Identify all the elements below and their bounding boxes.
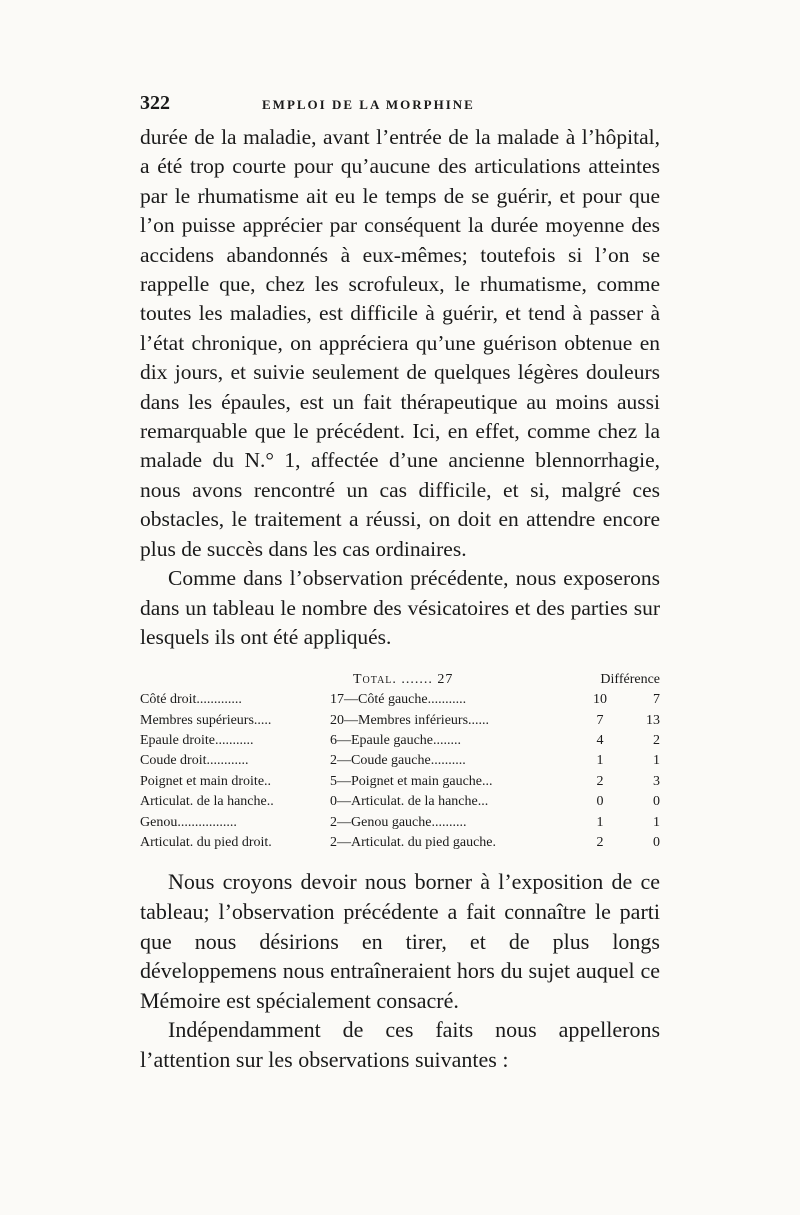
left-count: 0 bbox=[596, 794, 604, 810]
bottom-text bbox=[140, 867, 660, 1074]
table-row bbox=[140, 690, 660, 710]
difference-value: 7 bbox=[653, 692, 660, 708]
left-count: 2 bbox=[596, 773, 604, 789]
right-part: Membres supérieurs..... bbox=[140, 712, 272, 728]
left-count: 10 bbox=[593, 692, 607, 708]
left-part: Poignet et main gauche... bbox=[351, 773, 493, 789]
count-and-left-part: 2—Coude gauche.......... bbox=[330, 753, 466, 769]
count-and-left-part: 2—Genou gauche.......... bbox=[330, 814, 467, 830]
vesicatory-table bbox=[140, 670, 660, 853]
count-and-left-part: 17—Côté gauche........... bbox=[330, 692, 467, 708]
difference-value: 1 bbox=[653, 753, 660, 769]
right-part: Articulat. de la hanche.. bbox=[140, 794, 274, 810]
left-part: Genou gauche.......... bbox=[351, 814, 467, 830]
left-part: Articulat. de la hanche... bbox=[351, 794, 489, 810]
right-count: 6 bbox=[330, 733, 337, 749]
left-part: Côté gauche........... bbox=[358, 692, 467, 708]
right-count: 2 bbox=[330, 753, 337, 769]
count-and-left-part: 6—Epaule gauche........ bbox=[330, 733, 462, 749]
count-and-left-part: 5—Poignet et main gauche... bbox=[330, 773, 493, 789]
table-header-row bbox=[140, 670, 660, 690]
table-row bbox=[140, 711, 660, 731]
left-part: Membres inférieurs...... bbox=[358, 712, 490, 728]
count-and-left-part: 0—Articulat. de la hanche... bbox=[330, 794, 489, 810]
paragraph-3: Nous croyons devoir nous borner à l’exposition de ce tableau; l’observation précédente a fait connaître le parti que nous désirions en tirer, et de plus longs développemens nous entraîneraient hors du sujet auquel ce Mémoire est spécialement consacré. bbox=[140, 869, 660, 1013]
table-row bbox=[140, 772, 660, 792]
left-part: Coude gauche.......... bbox=[351, 753, 466, 769]
right-count: 2 bbox=[330, 835, 337, 851]
right-part: Articulat. du pied droit. bbox=[140, 835, 272, 851]
difference-value: 3 bbox=[653, 773, 660, 789]
table-row bbox=[140, 813, 660, 833]
left-count: 4 bbox=[596, 733, 604, 749]
difference-value: 0 bbox=[653, 794, 660, 810]
count-and-left-part: 20—Membres inférieurs...... bbox=[330, 712, 490, 728]
difference-value: 1 bbox=[653, 814, 660, 830]
left-part: Articulat. du pied gauche. bbox=[351, 835, 497, 851]
paragraph-1: durée de la maladie, avant l’entrée de la malade à l’hôpital, a été trop courte pour qu’aucune des articulations atteintes par le rhumatisme ait eu le temps de se guérir, et pour que l’on puisse apprécier par conséquent la durée moyenne des accidens abandonnés à eux-mêmes; toutefois si l’on se rappelle que, chez les scrofuleux, le rhumatisme, comme toutes les maladies, est difficile à guérir, et tend à passer à l’état chronique, on appréciera qu’une guérison obtenue en dix jours, et suivie seulement de quelques légères douleurs dans les épaules, est un fait thérapeutique au moins aussi remarquable que le précédent. Ici, en effet, comme chez la malade du N.° 1, affectée d’une ancienne blennorrhagie, nous avons rencontré un cas difficile, et si, malgré ces obstacles, le traitement a réussi, on doit en attendre encore plus de succès dans les cas ordinaires. bbox=[140, 125, 660, 561]
right-count: 17 bbox=[330, 692, 344, 708]
count-and-left-part: 2—Articulat. du pied gauche. bbox=[330, 835, 497, 851]
left-count: 2 bbox=[596, 835, 604, 851]
left-part: Epaule gauche........ bbox=[351, 733, 462, 749]
table-rows bbox=[140, 690, 660, 853]
paragraph-2: Comme dans l’observation précédente, nous exposerons dans un tableau le nombre des vésicatoires et des parties sur lesquels ils ont été appliqués. bbox=[140, 566, 660, 649]
difference-value: 0 bbox=[653, 835, 660, 851]
right-count: 0 bbox=[330, 794, 337, 810]
left-count: 1 bbox=[596, 753, 604, 769]
left-count: 7 bbox=[596, 712, 604, 728]
right-part: Coude droit............ bbox=[140, 753, 249, 769]
right-part: Genou................. bbox=[140, 814, 237, 830]
left-count: 1 bbox=[596, 814, 604, 830]
right-count: 2 bbox=[330, 814, 337, 830]
right-part: Côté droit............. bbox=[140, 692, 242, 708]
right-count: 20 bbox=[330, 712, 344, 728]
difference-value: 2 bbox=[653, 733, 660, 749]
book-page bbox=[140, 92, 660, 1075]
paragraph-4: Indépendamment de ces faits nous appellerons l’attention sur les observations suivantes : bbox=[140, 1017, 660, 1072]
table-row bbox=[140, 792, 660, 812]
difference-value: 13 bbox=[646, 712, 660, 728]
page-number: 322 bbox=[140, 92, 170, 114]
right-count: 5 bbox=[330, 773, 337, 789]
right-part: Epaule droite........... bbox=[140, 733, 254, 749]
right-part: Poignet et main droite.. bbox=[140, 773, 272, 789]
table-row bbox=[140, 751, 660, 771]
table-row bbox=[140, 731, 660, 751]
total-label: Total. ....... 27 bbox=[353, 672, 454, 688]
table-row bbox=[140, 833, 660, 853]
running-title: EMPLOI DE LA MORPHINE bbox=[262, 97, 475, 112]
page-header bbox=[140, 92, 660, 115]
difference-label: Différence bbox=[600, 672, 660, 688]
